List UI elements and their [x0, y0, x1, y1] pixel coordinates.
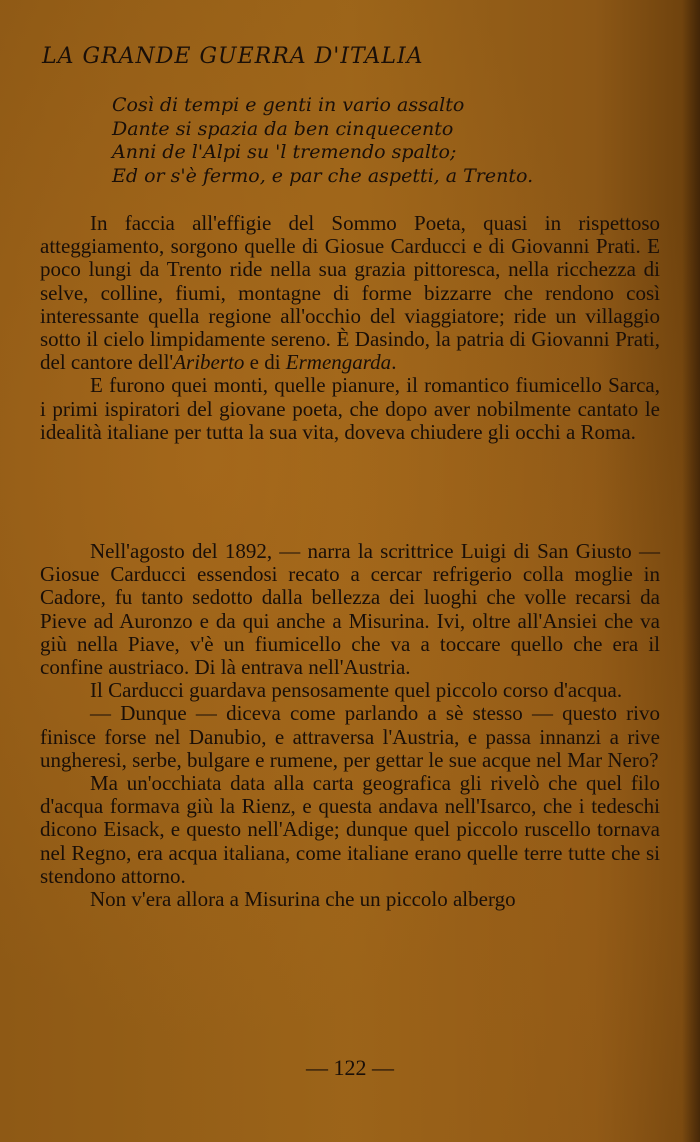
paragraph-prati: [40, 212, 660, 374]
page-number: — 122 —: [306, 1055, 394, 1080]
poem-quotation: [112, 94, 672, 188]
running-head: LA GRANDE GUERRA D'ITALIA: [42, 44, 424, 69]
poem-line: Ed or s'è fermo, e par che aspetti, a Trento.: [112, 164, 534, 187]
paragraph-text: e di: [244, 350, 286, 375]
page-edge-shadow: [682, 0, 700, 1142]
poem-line: Così di tempi e genti in vario assalto: [112, 94, 465, 116]
paragraph-carducci-looks: Il Carducci guardava pensosamente quel piccolo corso d'acqua.: [90, 678, 623, 703]
paragraph-misurina: Non v'era allora a Misurina che un piccolo albergo: [90, 887, 516, 912]
italic-title-ermengarda: Ermengarda: [285, 350, 392, 375]
paragraph-text: .: [391, 350, 397, 375]
poem-line: Dante si spazia da ben cinquecento: [112, 117, 454, 140]
paragraph-map: Ma un'occhiata data alla carta geografica gli rivelò che quel filo d'acqua formava giù la Rienz, e questa andava nell'Isarco, che i tedeschi dicono Eisack, e questo nell'Adige; dunque quel piccolo ruscello tornava nel Regno, era acqua italiana, come italiane erano quelle terre tutte che si stendono attorno.: [40, 771, 660, 888]
paragraph-text: In faccia all'effigie del Sommo Poeta, quasi in rispettoso atteggiamento, sorgono quelle di Giosue Carducci e di Giovanni Prati. E poco lungi da Trento ride nella sua grazia pittoresca, nella ricchezza di selve, colline, fiumi, montagne di forme bizzarre che rendono così interessante quella regione all'occhio del viaggiatore; ride un villaggio sotto il cielo limpidamente sereno. È Dasindo, la patria di Giovanni Prati, del cantore dell': [40, 211, 660, 375]
section-two: [40, 540, 660, 911]
paragraph-sarca: E furono quei monti, quelle pianure, il romantico fiumicello Sarca, i primi ispiratori del giovane poeta, che dopo aver nobilmente cantato le idealità italiane per tutta la sua vita, doveva chiudere gli occhi a Roma.: [40, 373, 660, 444]
paragraph-carducci-speech: — Dunque — diceva come parlando a sè stesso — questo rivo finisce forse nel Danubio, e attraversa l'Austria, e passa innanzi a rive ungheresi, serbe, bulgare e rumene, per gettar le sue acque nel Mar Nero?: [40, 701, 660, 772]
section-one: [40, 212, 660, 444]
italic-title-ariberto: Ariberto: [173, 350, 245, 375]
poem-line: Anni de l'Alpi su 'l tremendo spalto;: [112, 141, 457, 163]
paragraph-carducci-cadore: Nell'agosto del 1892, — narra la scrittrice Luigi di San Giusto — Giosue Carducci essendosi recato a cercar refrigerio colla moglie in Cadore, fu tanto sedotto dalla bellezza dei luoghi che volle recarsi da Pieve ad Auronzo e da qui anche a Misurina. Ivi, oltre all'Ansiei che va giù nella Piave, v'è un fiumicello che va a toccare quello che era il confine austriaco. Di là entrava nell'Austria.: [40, 539, 660, 680]
